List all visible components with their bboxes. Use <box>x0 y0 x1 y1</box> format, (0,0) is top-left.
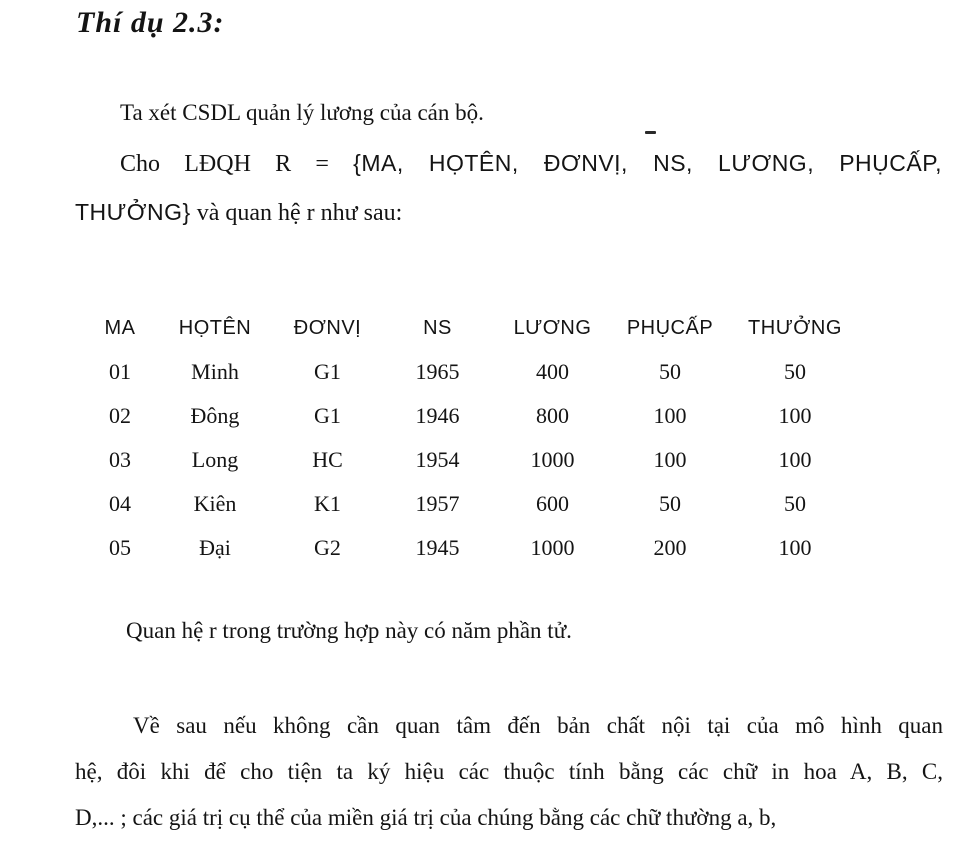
table-cell: 200 <box>653 535 687 560</box>
schema-sentence-line1 <box>120 150 942 178</box>
column-header-hoten: HỌTÊN <box>178 316 252 339</box>
table-row <box>85 394 860 438</box>
schema-attributes-line2: THƯỞNG} <box>75 199 191 225</box>
schema-suffix: và quan hệ r như sau: <box>190 200 403 226</box>
table-cell: Kiên <box>193 491 237 516</box>
table-cell: G1 <box>314 359 341 384</box>
closing-line: Về sau nếu không cần quan tâm đến bản chất nội tại của mô hình quan <box>133 713 943 738</box>
table-cell: 1946 <box>415 403 460 428</box>
column-header-phucap: PHỤCẤP <box>626 316 714 339</box>
schema-prefix: Cho LĐQH R = <box>120 151 354 177</box>
table-row <box>85 482 860 526</box>
closing-line: hệ, đôi khi để cho tiện ta ký hiệu các thuộc tính bằng các chữ in hoa A, B, C, <box>75 759 943 784</box>
table-cell: 02 <box>109 403 131 428</box>
table-header-row <box>85 306 860 350</box>
table-cell: 1965 <box>415 359 460 384</box>
table-cell: 100 <box>653 447 687 472</box>
column-header-thuong: THƯỞNG <box>748 316 842 339</box>
column-header-donvi: ĐƠNVỊ <box>293 316 362 339</box>
table-cell: Đông <box>190 403 240 428</box>
table-cell: 1957 <box>415 491 460 516</box>
table-cell: 100 <box>778 447 812 472</box>
table-cell: 1000 <box>530 535 575 560</box>
table-cell: Đại <box>199 535 231 560</box>
table-cell: 04 <box>109 491 131 516</box>
closing-paragraph <box>75 703 943 841</box>
column-header-luong: LƯƠNG <box>513 316 592 339</box>
schema-attributes-line1: {MA, HỌTÊN, ĐƠNVỊ, NS, LƯƠNG, PHỤCẤP, <box>353 150 942 176</box>
relation-table <box>85 306 860 570</box>
table-cell: 100 <box>778 403 812 428</box>
table-cell: 01 <box>109 359 131 384</box>
table-cell: 100 <box>653 403 687 428</box>
table-cell: Minh <box>191 359 239 384</box>
table-cell: 400 <box>536 359 569 384</box>
column-header-ma: MA <box>104 316 136 339</box>
table-cell: 03 <box>109 447 131 472</box>
table-row <box>85 526 860 570</box>
note-paragraph: Quan hệ r trong trường hợp này có năm phần tử. <box>126 618 572 643</box>
table-cell: 50 <box>784 491 806 516</box>
table-row <box>85 350 860 394</box>
schema-sentence-line2 <box>75 199 402 227</box>
table-cell: 600 <box>536 491 569 516</box>
intro-paragraph: Ta xét CSDL quản lý lương của cán bộ. <box>120 100 484 125</box>
example-heading: Thí dụ 2.3: <box>76 6 225 39</box>
table-cell: 1954 <box>415 447 460 472</box>
table-cell: G2 <box>314 535 341 560</box>
scan-artifact-mark <box>645 131 656 134</box>
table-cell: 50 <box>784 359 806 384</box>
table-row <box>85 438 860 482</box>
table-cell: 1000 <box>530 447 575 472</box>
table-cell: 1945 <box>415 535 460 560</box>
table-cell: 50 <box>659 359 681 384</box>
table-cell: 100 <box>778 535 812 560</box>
table-cell: 05 <box>109 535 131 560</box>
table-cell: 50 <box>659 491 681 516</box>
table-cell: K1 <box>314 491 341 516</box>
column-header-ns: NS <box>423 316 452 339</box>
table-cell: G1 <box>314 403 341 428</box>
closing-line: D,... ; các giá trị cụ thể của miền giá trị của chúng bằng các chữ thường a, b, <box>75 805 777 830</box>
table-cell: HC <box>312 447 343 472</box>
table-cell: 800 <box>536 403 569 428</box>
table-cell: Long <box>191 447 239 472</box>
